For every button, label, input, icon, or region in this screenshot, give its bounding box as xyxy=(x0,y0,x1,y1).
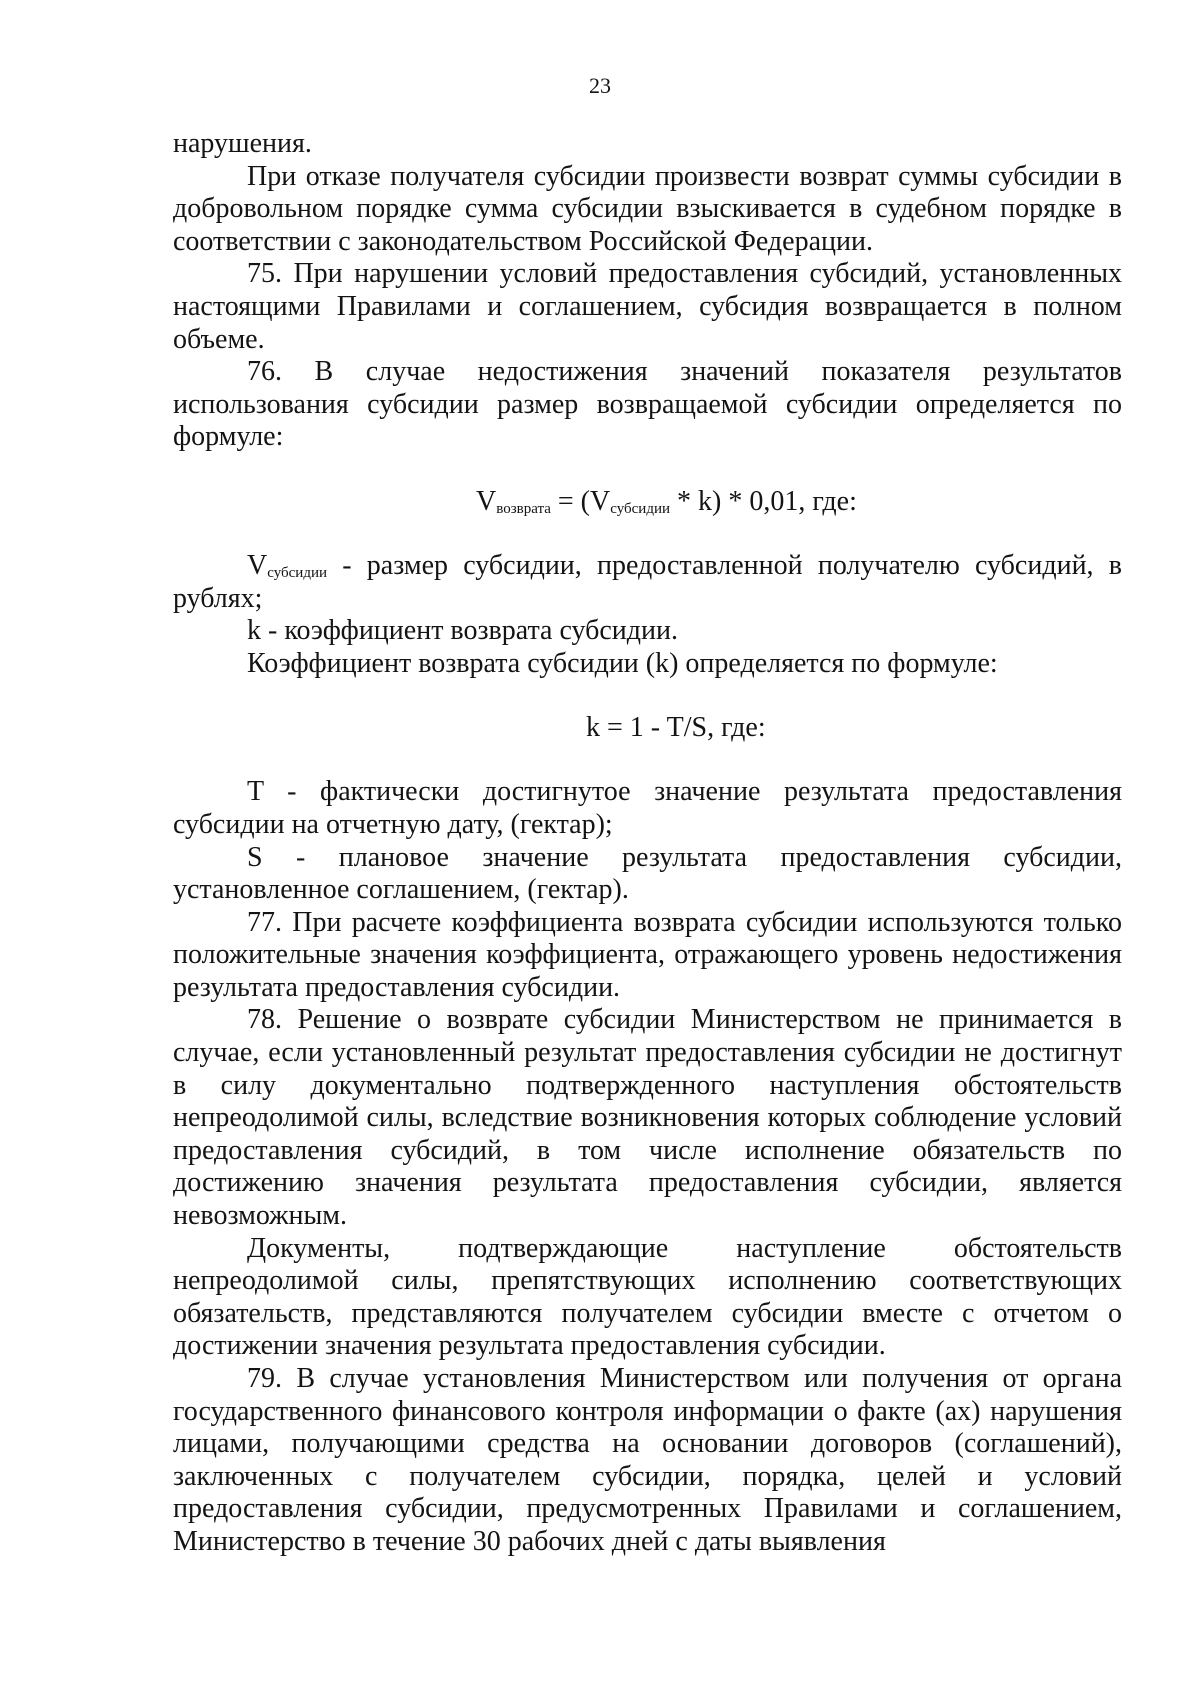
page-number: 23 xyxy=(589,73,611,98)
paragraph-force-majeure-documents: Документы, подтверждающие наступление обстоятельств непреодолимой силы, препятствующих исполнению соответствующих обязательств, представляются получателем субсидии вместе с отчетом о достижении значения результата предоставления субсидии. xyxy=(173,1232,1122,1362)
definition-s: S - плановое значение результата предоставления субсидии, установленное соглашением, (гектар). xyxy=(173,841,1122,906)
paragraph-refusal-return: При отказе получателя субсидии произвести возврат суммы субсидии в добровольном порядке сумма субсидии взыскивается в судебном порядке в соответствии с законодательством Российской Федерации. xyxy=(173,160,1122,257)
formula-eq-open: = (V xyxy=(550,485,611,517)
definition-k: k - коэффициент возврата субсидии. xyxy=(247,615,679,647)
document-body xyxy=(173,128,1122,1559)
paragraph-continuation: нарушения. xyxy=(173,128,312,159)
definition-v-subsidy xyxy=(173,550,1122,615)
paragraph-76: 76. В случае недостижения значений показателя результатов использования субсидии размер возвращаемой субсидии определяется по формуле: xyxy=(173,356,1122,453)
formula-v-symbol: V xyxy=(476,485,497,517)
definition-v-text: - размер субсидии, предоставленной получателю субсидий, в рублях; xyxy=(173,549,1122,614)
definition-v-symbol: V xyxy=(247,549,268,581)
formula-sub-subsidy: субсидии xyxy=(610,500,670,517)
paragraph-79: 79. В случае установления Министерством или получения от органа государственного финансового контроля информации о факте (ах) нарушения лицами, получающими средства на основании договоров (соглашений), заключенных с получателем субсидии, порядка, целей и условий предоставления субсидии, предусмотренных Правилами и соглашением, Министерство в течение 30 рабочих дней с даты выявления xyxy=(173,1363,1122,1557)
paragraph-77: 77. При расчете коэффициента возврата субсидии используются только положительные значения коэффициента, отражающего уровень недостижения результата предоставления субсидии. xyxy=(173,906,1122,1003)
formula-sub-return: возврата xyxy=(496,500,551,517)
paragraph-k-formula-intro: Коэффициент возврата субсидии (k) определяется по формуле: xyxy=(247,647,998,679)
formula-return-amount xyxy=(173,485,1122,518)
paragraph-78: 78. Решение о возврате субсидии Министерством не принимается в случае, если установленный результат предоставления субсидии не достигнут в силу документально подтвержденного наступления обстоятельств непреодолимой силы, вследствие возникновения которых соблюдение условий предоставления субсидий, в том числе исполнение обязательств по достижению значения результата предоставления субсидии, является невозможным. xyxy=(173,1004,1122,1232)
definition-v-sub: субсидии xyxy=(267,564,327,581)
definition-t: T - фактически достигнутое значение результата предоставления субсидии на отчетную дату, (гектар); xyxy=(173,776,1122,840)
formula-k: k = 1 - T/S, где: xyxy=(586,712,766,744)
formula-tail: * k) * 0,01, где: xyxy=(670,485,857,517)
paragraph-75: 75. При нарушении условий предоставления субсидий, установленных настоящими Правилами и соглашением, субсидия возвращается в полном объеме. xyxy=(173,258,1122,355)
